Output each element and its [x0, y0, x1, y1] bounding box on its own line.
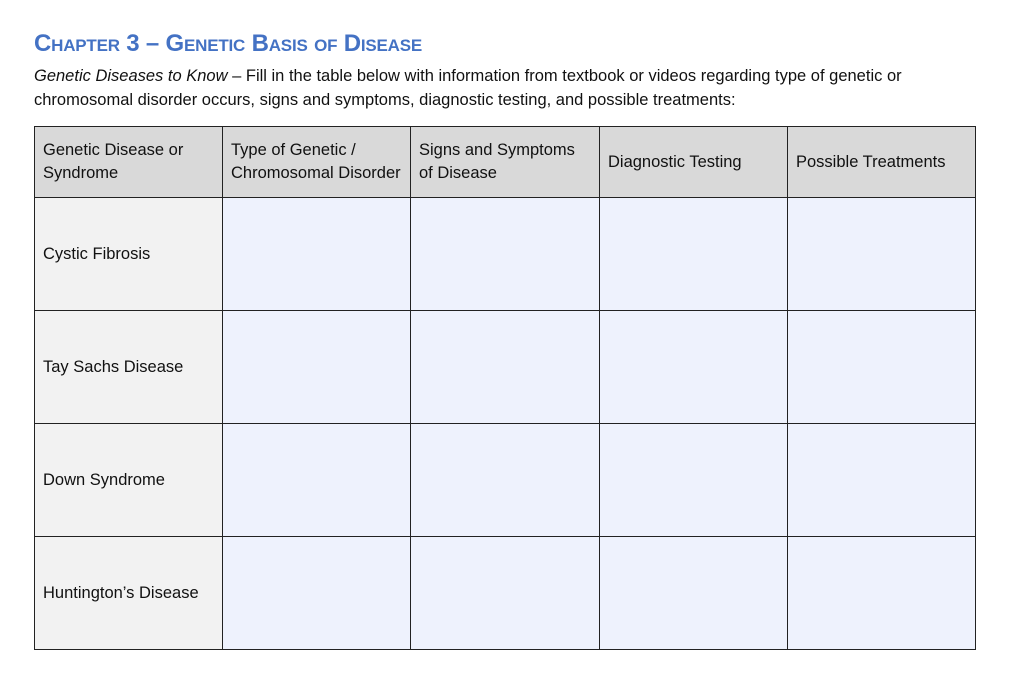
table-row [35, 198, 976, 311]
type-answer-cell[interactable] [223, 198, 411, 311]
header-type: Type of Genetic / Chromosomal Disorder [223, 127, 411, 198]
testing-answer-cell[interactable] [600, 424, 788, 537]
table-row [35, 537, 976, 650]
treatments-answer-cell[interactable] [788, 424, 976, 537]
header-possible-treatments: Possible Treatments [788, 127, 976, 198]
disease-name-cell: Tay Sachs Disease [35, 311, 223, 424]
testing-answer-cell[interactable] [600, 311, 788, 424]
treatments-answer-cell[interactable] [788, 537, 976, 650]
testing-answer-cell[interactable] [600, 198, 788, 311]
type-answer-cell[interactable] [223, 311, 411, 424]
table-row [35, 424, 976, 537]
table-row [35, 311, 976, 424]
disease-name-cell: Huntington’s Disease [35, 537, 223, 650]
disease-name-cell: Down Syndrome [35, 424, 223, 537]
header-disease: Genetic Disease or Syndrome [35, 127, 223, 198]
instructions-heading: Genetic Diseases to Know [34, 67, 228, 85]
signs-answer-cell[interactable] [411, 311, 600, 424]
treatments-answer-cell[interactable] [788, 311, 976, 424]
instructions [34, 64, 976, 112]
header-diagnostic-testing: Diagnostic Testing [600, 127, 788, 198]
page-title: Chapter 3 – Genetic Basis of Disease [34, 30, 423, 57]
worksheet [34, 30, 976, 602]
signs-answer-cell[interactable] [411, 537, 600, 650]
instructions-text: – Fill in the table below with information from textbook or videos regarding type of genetic or chromosomal disorder occurs, signs and symptoms, diagnostic testing, and possible treatments: [34, 67, 902, 109]
signs-answer-cell[interactable] [411, 198, 600, 311]
type-answer-cell[interactable] [223, 424, 411, 537]
type-answer-cell[interactable] [223, 537, 411, 650]
header-signs-symptoms: Signs and Symptoms of Disease [411, 127, 600, 198]
table-header-row [35, 127, 976, 198]
signs-answer-cell[interactable] [411, 424, 600, 537]
treatments-answer-cell[interactable] [788, 198, 976, 311]
genetic-disease-table [34, 126, 976, 650]
testing-answer-cell[interactable] [600, 537, 788, 650]
disease-name-cell: Cystic Fibrosis [35, 198, 223, 311]
